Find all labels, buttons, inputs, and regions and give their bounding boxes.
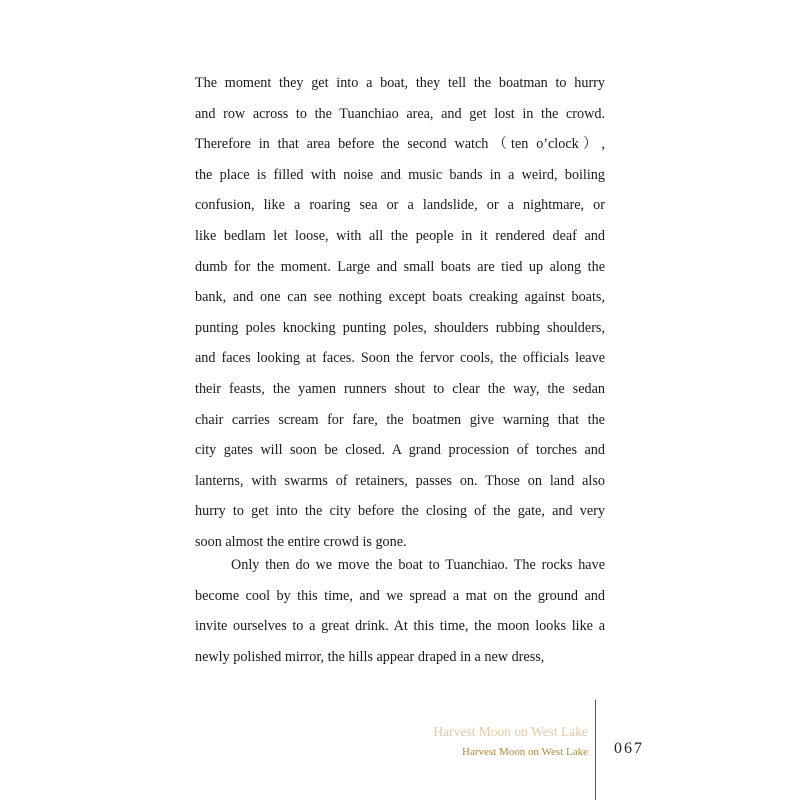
paragraph-1 <box>195 68 605 558</box>
page-number: 067 <box>614 740 644 757</box>
text-line: dumb for the moment. Large and small boats are tied up along the <box>195 258 605 275</box>
text-line: their feasts, the yamen runners shout to clear the way, the sedan <box>195 380 605 397</box>
text-line: bank, and one can see nothing except boats creaking against boats, <box>195 289 605 306</box>
running-title: Harvest Moon on West Lake <box>433 724 588 739</box>
text-line: chair carries scream for fare, the boatmen give warning that the <box>195 411 605 428</box>
text-line: punting poles knocking punting poles, shoulders rubbing shoulders, <box>195 319 605 336</box>
text-line: and faces looking at faces. Soon the fervor cools, the officials leave <box>195 350 605 367</box>
text-line: the place is filled with noise and music bands in a weird, boiling <box>195 166 605 183</box>
text-line: soon almost the entire crowd is gone. <box>195 533 407 550</box>
text-line: Therefore in that area before the second watch（ten o’clock）, <box>195 136 605 153</box>
text-line: The moment they get into a boat, they tell the boatman to hurry <box>195 75 605 91</box>
text-line: city gates will soon be closed. A grand procession of torches and <box>195 442 605 459</box>
text-line: become cool by this time, and we spread a mat on the ground and <box>195 587 605 604</box>
text-line: confusion, like a roaring sea or a landslide, or a nightmare, or <box>195 197 605 214</box>
text-line: lanterns, with swarms of retainers, passes on. Those on land also <box>195 472 605 489</box>
text-line: like bedlam let loose, with all the people in it rendered deaf and <box>195 227 605 244</box>
text-line: Only then do we move the boat to Tuanchiao. The rocks have <box>231 557 605 573</box>
text-line: invite ourselves to a great drink. At this time, the moon looks like a <box>195 618 605 635</box>
text-line: newly polished mirror, the hills appear draped in a new dress, <box>195 648 545 665</box>
text-line: and row across to the Tuanchiao area, and get lost in the crowd. <box>195 105 605 122</box>
footer-divider <box>595 700 596 800</box>
running-subtitle: Harvest Moon on West Lake <box>462 746 588 758</box>
paragraph-2 <box>195 550 605 672</box>
text-line: hurry to get into the city before the closing of the gate, and very <box>195 503 605 520</box>
